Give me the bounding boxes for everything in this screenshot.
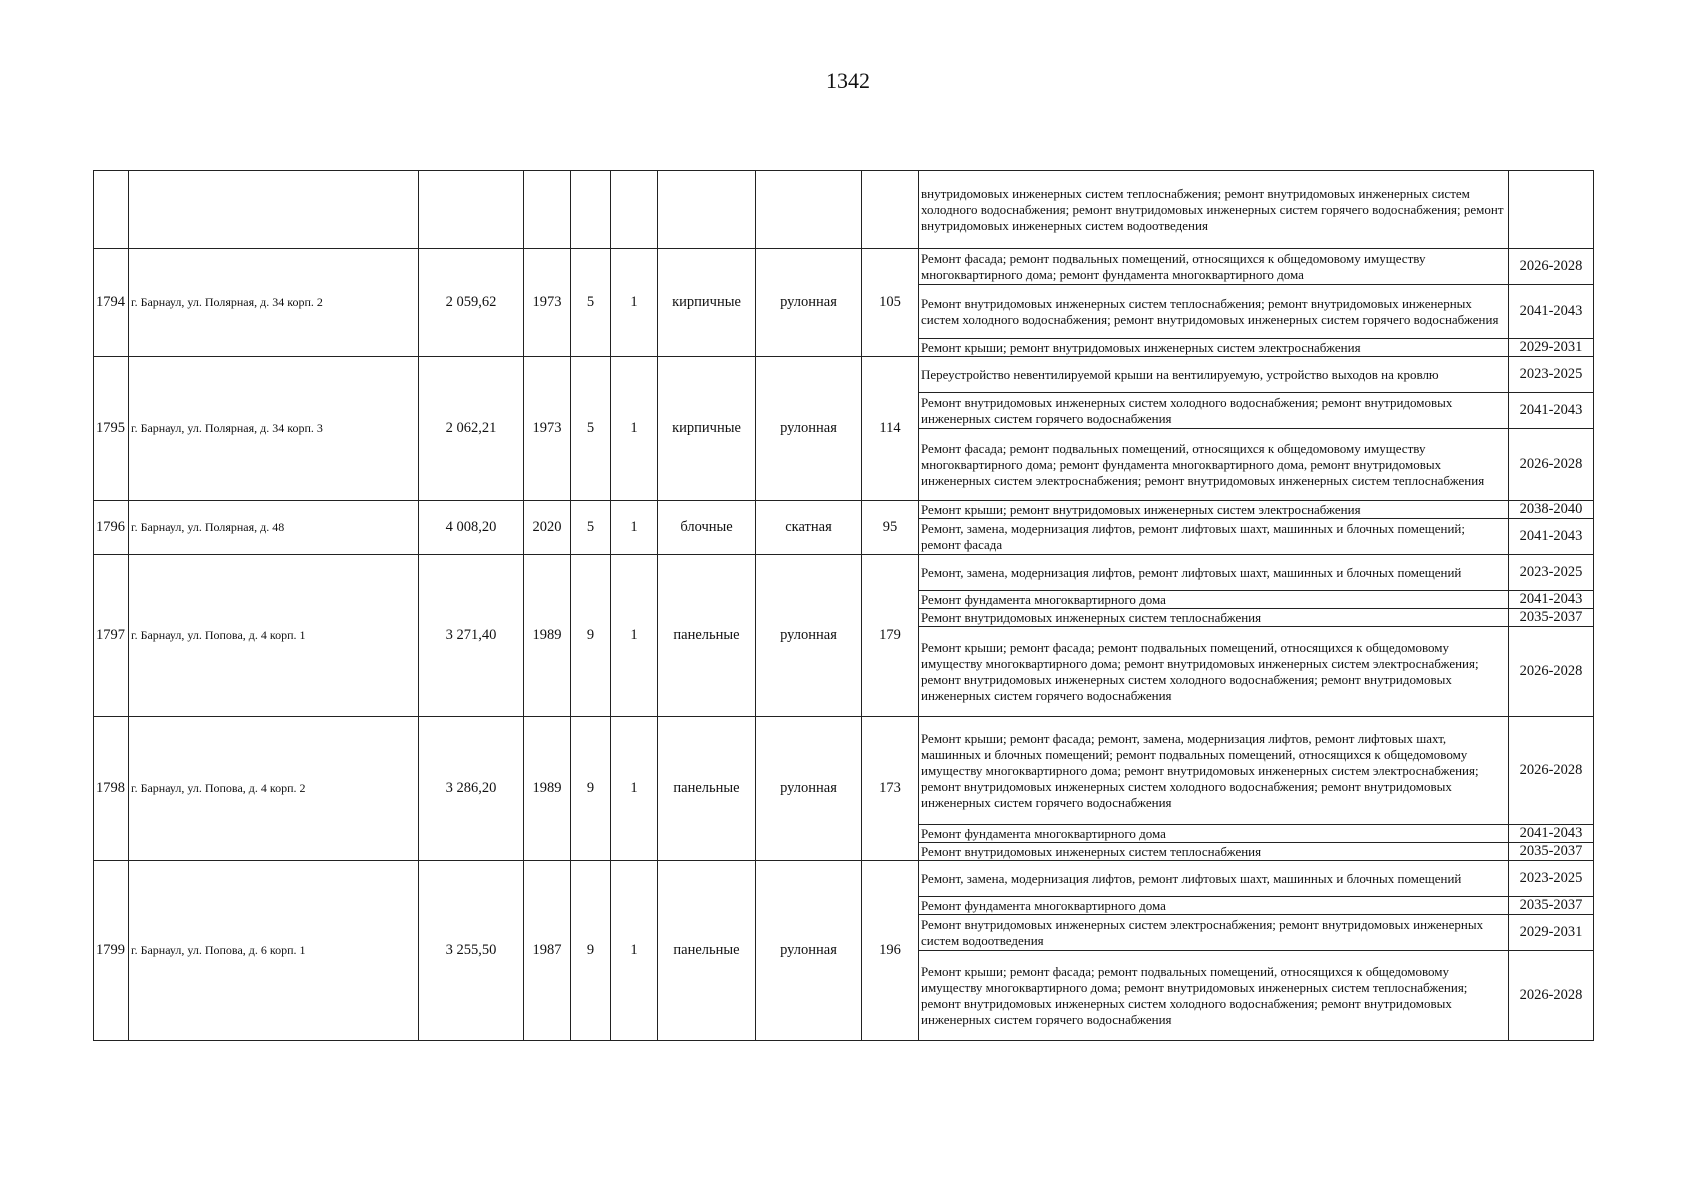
empty-cell [571, 171, 611, 249]
floors-cell: 5 [571, 249, 611, 357]
work-period: 2035-2037 [1509, 843, 1594, 861]
year-cell: 1989 [524, 717, 571, 861]
work-period: 2026-2028 [1509, 429, 1594, 501]
residents-cell: 173 [862, 717, 919, 861]
roof-type-cell: скатная [756, 501, 862, 555]
wall-material-cell: блочные [658, 501, 756, 555]
wall-material-cell: панельные [658, 861, 756, 1041]
work-period: 2035-2037 [1509, 609, 1594, 627]
area-cell: 4 008,20 [419, 501, 524, 555]
residents-cell: 95 [862, 501, 919, 555]
work-period: 2041-2043 [1509, 519, 1594, 555]
table-row [94, 249, 1594, 285]
work-description: Ремонт, замена, модернизация лифтов, ремонт лифтовых шахт, машинных и блочных помещений; ремонт фасада [919, 519, 1509, 555]
work-period: 2041-2043 [1509, 285, 1594, 339]
empty-cell [611, 171, 658, 249]
area-cell: 3 271,40 [419, 555, 524, 717]
empty-cell [862, 171, 919, 249]
residents-cell: 105 [862, 249, 919, 357]
residents-cell: 179 [862, 555, 919, 717]
work-period: 2026-2028 [1509, 627, 1594, 717]
work-description: Переустройство невентилируемой крыши на вентилируемую, устройство выходов на кровлю [919, 357, 1509, 393]
table-row [94, 357, 1594, 393]
work-description: Ремонт крыши; ремонт фасада; ремонт подвальных помещений, относящихся к общедомовому имуществу многоквартирного дома; ремонт внутридомовых инженерных систем теплоснабжения; ремонт внутридомовых инженерных систем холодного водоснабжения; ремонт внутридомовых инженерных систем горячего водоснабжения [919, 951, 1509, 1041]
work-description: Ремонт крыши; ремонт фасада; ремонт, замена, модернизация лифтов, ремонт лифтовых шахт, машинных и блочных помещений; ремонт подвальных помещений, относящихся к общедомовому имуществу многоквартирного дома; ремонт внутридомовых инженерных систем электроснабжения; ремонт внутридомовых инженерных систем холодного водоснабжения; ремонт внутридомовых инженерных систем горячего водоснабжения [919, 717, 1509, 825]
work-period: 2038-2040 [1509, 501, 1594, 519]
page-number: 1342 [826, 68, 870, 93]
work-period: 2029-2031 [1509, 915, 1594, 951]
work-period: 2023-2025 [1509, 861, 1594, 897]
area-cell: 3 286,20 [419, 717, 524, 861]
row-number: 1799 [94, 861, 129, 1041]
year-cell: 1973 [524, 249, 571, 357]
work-period: 2041-2043 [1509, 393, 1594, 429]
housing-repair-table [93, 170, 1594, 1041]
work-description: Ремонт, замена, модернизация лифтов, ремонт лифтовых шахт, машинных и блочных помещений [919, 555, 1509, 591]
empty-cell [1509, 171, 1594, 249]
address-cell: г. Барнаул, ул. Полярная, д. 34 корп. 3 [129, 357, 419, 501]
address-cell: г. Барнаул, ул. Попова, д. 6 корп. 1 [129, 861, 419, 1041]
row-number: 1797 [94, 555, 129, 717]
entrances-cell: 1 [611, 555, 658, 717]
area-cell: 2 059,62 [419, 249, 524, 357]
address-cell: г. Барнаул, ул. Полярная, д. 48 [129, 501, 419, 555]
work-description: Ремонт фундамента многоквартирного дома [919, 897, 1509, 915]
work-description: Ремонт фасада; ремонт подвальных помещений, относящихся к общедомовому имуществу многоквартирного дома; ремонт фундамента многоквартирного дома [919, 249, 1509, 285]
work-description: внутридомовых инженерных систем теплоснабжения; ремонт внутридомовых инженерных систем холодного водоснабжения; ремонт внутридомовых инженерных систем горячего водоснабжения; ремонт внутридомовых инженерных систем водоотведения [919, 171, 1509, 249]
floors-cell: 9 [571, 555, 611, 717]
table-row [94, 501, 1594, 519]
work-period: 2026-2028 [1509, 249, 1594, 285]
floors-cell: 9 [571, 861, 611, 1041]
wall-material-cell: кирпичные [658, 249, 756, 357]
empty-cell [756, 171, 862, 249]
empty-cell [658, 171, 756, 249]
address-cell: г. Барнаул, ул. Полярная, д. 34 корп. 2 [129, 249, 419, 357]
roof-type-cell: рулонная [756, 555, 862, 717]
entrances-cell: 1 [611, 357, 658, 501]
row-number: 1798 [94, 717, 129, 861]
work-period: 2029-2031 [1509, 339, 1594, 357]
work-description: Ремонт фундамента многоквартирного дома [919, 825, 1509, 843]
wall-material-cell: панельные [658, 555, 756, 717]
floors-cell: 9 [571, 717, 611, 861]
entrances-cell: 1 [611, 501, 658, 555]
work-description: Ремонт фасада; ремонт подвальных помещений, относящихся к общедомовому имуществу многоквартирного дома; ремонт фундамента многоквартирного дома, ремонт внутридомовых инженерных систем электроснабжения; ремонт внутридомовых инженерных систем теплоснабжения [919, 429, 1509, 501]
row-number: 1794 [94, 249, 129, 357]
year-cell: 1973 [524, 357, 571, 501]
work-description: Ремонт внутридомовых инженерных систем теплоснабжения; ремонт внутридомовых инженерных систем холодного водоснабжения; ремонт внутридомовых инженерных систем горячего водоснабжения [919, 285, 1509, 339]
work-description: Ремонт внутридомовых инженерных систем электроснабжения; ремонт внутридомовых инженерных систем водоотведения [919, 915, 1509, 951]
year-cell: 1989 [524, 555, 571, 717]
area-cell: 2 062,21 [419, 357, 524, 501]
floors-cell: 5 [571, 357, 611, 501]
roof-type-cell: рулонная [756, 249, 862, 357]
residents-cell: 196 [862, 861, 919, 1041]
year-cell: 2020 [524, 501, 571, 555]
entrances-cell: 1 [611, 717, 658, 861]
work-period: 2026-2028 [1509, 717, 1594, 825]
wall-material-cell: кирпичные [658, 357, 756, 501]
continuation-row [94, 171, 1594, 249]
work-period: 2023-2025 [1509, 555, 1594, 591]
work-description: Ремонт крыши; ремонт фасада; ремонт подвальных помещений, относящихся к общедомовому имуществу многоквартирного дома; ремонт внутридомовых инженерных систем электроснабжения; ремонт внутридомовых инженерных систем холодного водоснабжения; ремонт внутридомовых инженерных систем горячего водоснабжения [919, 627, 1509, 717]
address-cell: г. Барнаул, ул. Попова, д. 4 корп. 1 [129, 555, 419, 717]
roof-type-cell: рулонная [756, 717, 862, 861]
empty-cell [94, 171, 129, 249]
work-description: Ремонт крыши; ремонт внутридомовых инженерных систем электроснабжения [919, 339, 1509, 357]
residents-cell: 114 [862, 357, 919, 501]
work-description: Ремонт, замена, модернизация лифтов, ремонт лифтовых шахт, машинных и блочных помещений [919, 861, 1509, 897]
wall-material-cell: панельные [658, 717, 756, 861]
entrances-cell: 1 [611, 861, 658, 1041]
entrances-cell: 1 [611, 249, 658, 357]
work-description: Ремонт внутридомовых инженерных систем теплоснабжения [919, 609, 1509, 627]
work-description: Ремонт внутридомовых инженерных систем теплоснабжения [919, 843, 1509, 861]
floors-cell: 5 [571, 501, 611, 555]
work-period: 2035-2037 [1509, 897, 1594, 915]
empty-cell [524, 171, 571, 249]
year-cell: 1987 [524, 861, 571, 1041]
table-row [94, 717, 1594, 825]
address-cell: г. Барнаул, ул. Попова, д. 4 корп. 2 [129, 717, 419, 861]
work-description: Ремонт крыши; ремонт внутридомовых инженерных систем электроснабжения [919, 501, 1509, 519]
row-number: 1795 [94, 357, 129, 501]
roof-type-cell: рулонная [756, 861, 862, 1041]
table-row [94, 861, 1594, 897]
roof-type-cell: рулонная [756, 357, 862, 501]
empty-cell [419, 171, 524, 249]
empty-cell [129, 171, 419, 249]
work-period: 2023-2025 [1509, 357, 1594, 393]
row-number: 1796 [94, 501, 129, 555]
work-period: 2026-2028 [1509, 951, 1594, 1041]
work-description: Ремонт фундамента многоквартирного дома [919, 591, 1509, 609]
work-period: 2041-2043 [1509, 591, 1594, 609]
work-description: Ремонт внутридомовых инженерных систем холодного водоснабжения; ремонт внутридомовых инженерных систем горячего водоснабжения [919, 393, 1509, 429]
area-cell: 3 255,50 [419, 861, 524, 1041]
work-period: 2041-2043 [1509, 825, 1594, 843]
table-row [94, 555, 1594, 591]
